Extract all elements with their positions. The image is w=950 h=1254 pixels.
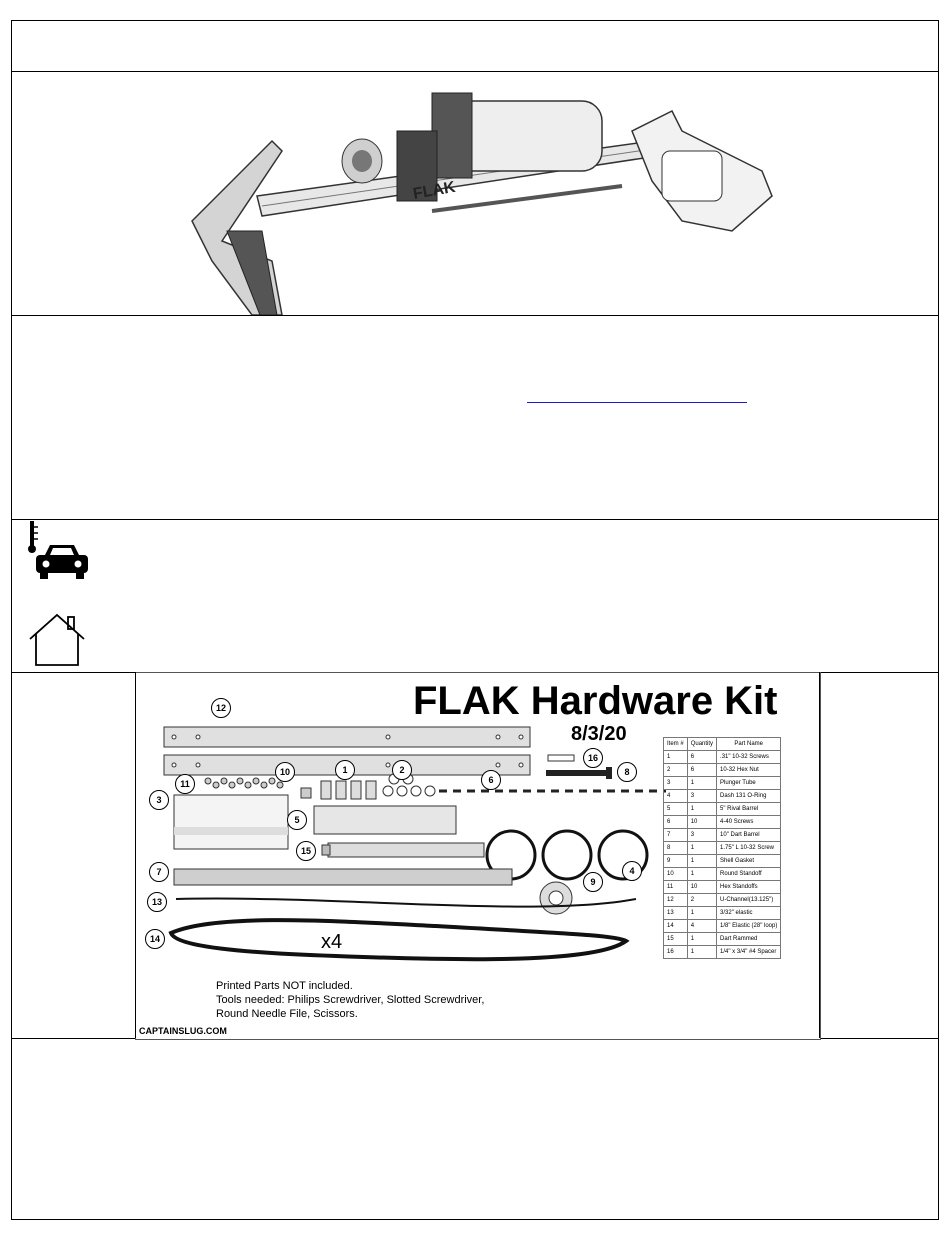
parts-cell: 1 (687, 933, 716, 946)
multiplier-label: x4 (321, 931, 343, 953)
callout-14: 14 (145, 929, 165, 949)
parts-cell: U-Channel(13.125") (717, 894, 781, 907)
table-row (664, 751, 781, 764)
parts-cell: Dash 131 O-Ring (717, 790, 781, 803)
parts-header-cell: Item # (664, 738, 688, 751)
table-row (664, 855, 781, 868)
kit-notes: Printed Parts NOT included. Tools needed: Philips Screwdriver, Slotted Screwdriver, Round Needle File, Scissors. (216, 980, 485, 1020)
blaster-illustration (182, 71, 782, 315)
callout-1: 1 (335, 760, 355, 780)
parts-cell: 1 (687, 868, 716, 881)
callout-7: 7 (149, 862, 169, 882)
parts-cell: 1 (687, 842, 716, 855)
table-row (664, 894, 781, 907)
table-row (664, 933, 781, 946)
parts-cell: 6 (687, 751, 716, 764)
callout-11: 11 (175, 774, 195, 794)
blaster-label: FLAK (411, 178, 457, 203)
parts-cell: 4 (687, 920, 716, 933)
parts-cell: 4 (664, 790, 688, 803)
table-row (664, 946, 781, 959)
parts-cell: 3 (687, 790, 716, 803)
callout-5: 5 (287, 810, 307, 830)
table-row (664, 868, 781, 881)
parts-cell: 10-32 Hex Nut (717, 764, 781, 777)
hyperlink-underline[interactable] (527, 402, 747, 403)
callout-15: 15 (296, 841, 316, 861)
table-row (664, 790, 781, 803)
parts-cell: 1/4" x 3/4" #4 Spacer (717, 946, 781, 959)
parts-cell: 4-40 Screws (717, 816, 781, 829)
parts-cell: 1 (687, 855, 716, 868)
document-frame (11, 20, 939, 1220)
callout-3: 3 (149, 790, 169, 810)
parts-cell: 3/32" elastic (717, 907, 781, 920)
car-temperature-icon (26, 521, 88, 583)
row-divider-3 (12, 519, 938, 520)
parts-cell: 1 (687, 907, 716, 920)
callout-12: 12 (211, 698, 231, 718)
parts-cell: 1 (664, 751, 688, 764)
table-row (664, 803, 781, 816)
parts-table-body (664, 751, 781, 959)
parts-cell: Dart Rammed (717, 933, 781, 946)
parts-cell: 12 (664, 894, 688, 907)
row-divider-2 (12, 315, 938, 316)
callout-10: 10 (275, 762, 295, 782)
parts-table-header (664, 738, 781, 751)
table-row (664, 907, 781, 920)
callout-2: 2 (392, 760, 412, 780)
parts-cell: 6 (664, 816, 688, 829)
parts-cell: 10 (664, 868, 688, 881)
parts-cell: 8 (664, 842, 688, 855)
parts-cell: 1 (687, 777, 716, 790)
parts-cell: 3 (664, 777, 688, 790)
kit-date: 8/3/20 (571, 723, 627, 745)
parts-header-cell: Quantity (687, 738, 716, 751)
table-row (664, 816, 781, 829)
table-row (664, 881, 781, 894)
parts-cell: 15 (664, 933, 688, 946)
kit-website: CAPTAINSLUG.COM (139, 1026, 227, 1036)
parts-cell: Round Standoff (717, 868, 781, 881)
parts-cell: 9 (664, 855, 688, 868)
callout-6: 6 (481, 770, 501, 790)
parts-cell: 14 (664, 920, 688, 933)
parts-cell: 2 (687, 894, 716, 907)
parts-cell: 5 (664, 803, 688, 816)
parts-cell: Hex Standoffs (717, 881, 781, 894)
table-row (664, 777, 781, 790)
table-row (664, 920, 781, 933)
table-row (664, 764, 781, 777)
kit-left-divider (135, 672, 136, 1038)
callout-8: 8 (617, 762, 637, 782)
parts-cell: .31" 10-32 Screws (717, 751, 781, 764)
kit-title: FLAK Hardware Kit (413, 679, 778, 723)
house-icon (26, 609, 88, 667)
parts-cell: 10" Dart Barrel (717, 829, 781, 842)
parts-cell: 1 (687, 803, 716, 816)
parts-cell: 2 (664, 764, 688, 777)
table-row (664, 842, 781, 855)
parts-cell: 7 (664, 829, 688, 842)
parts-cell: 11 (664, 881, 688, 894)
table-row (664, 829, 781, 842)
parts-cell: 1.75" L 10-32 Screw (717, 842, 781, 855)
parts-cell: 3 (687, 829, 716, 842)
callout-4: 4 (622, 861, 642, 881)
callout-9: 9 (583, 872, 603, 892)
parts-cell: 10 (687, 881, 716, 894)
parts-cell: 16 (664, 946, 688, 959)
parts-cell: 1 (687, 946, 716, 959)
parts-cell: 1/8" Elastic (28" loop) (717, 920, 781, 933)
kit-right-divider (819, 672, 820, 1038)
parts-cell: Shell Gasket (717, 855, 781, 868)
parts-header-cell: Part Name (717, 738, 781, 751)
parts-table (663, 737, 781, 959)
parts-cell: 10 (687, 816, 716, 829)
parts-cell: 5" Rival Barrel (717, 803, 781, 816)
hardware-kit-image (135, 672, 821, 1040)
parts-cell: Plunger Tube (717, 777, 781, 790)
callout-13: 13 (147, 892, 167, 912)
parts-cell: 13 (664, 907, 688, 920)
callout-16: 16 (583, 748, 603, 768)
parts-cell: 6 (687, 764, 716, 777)
